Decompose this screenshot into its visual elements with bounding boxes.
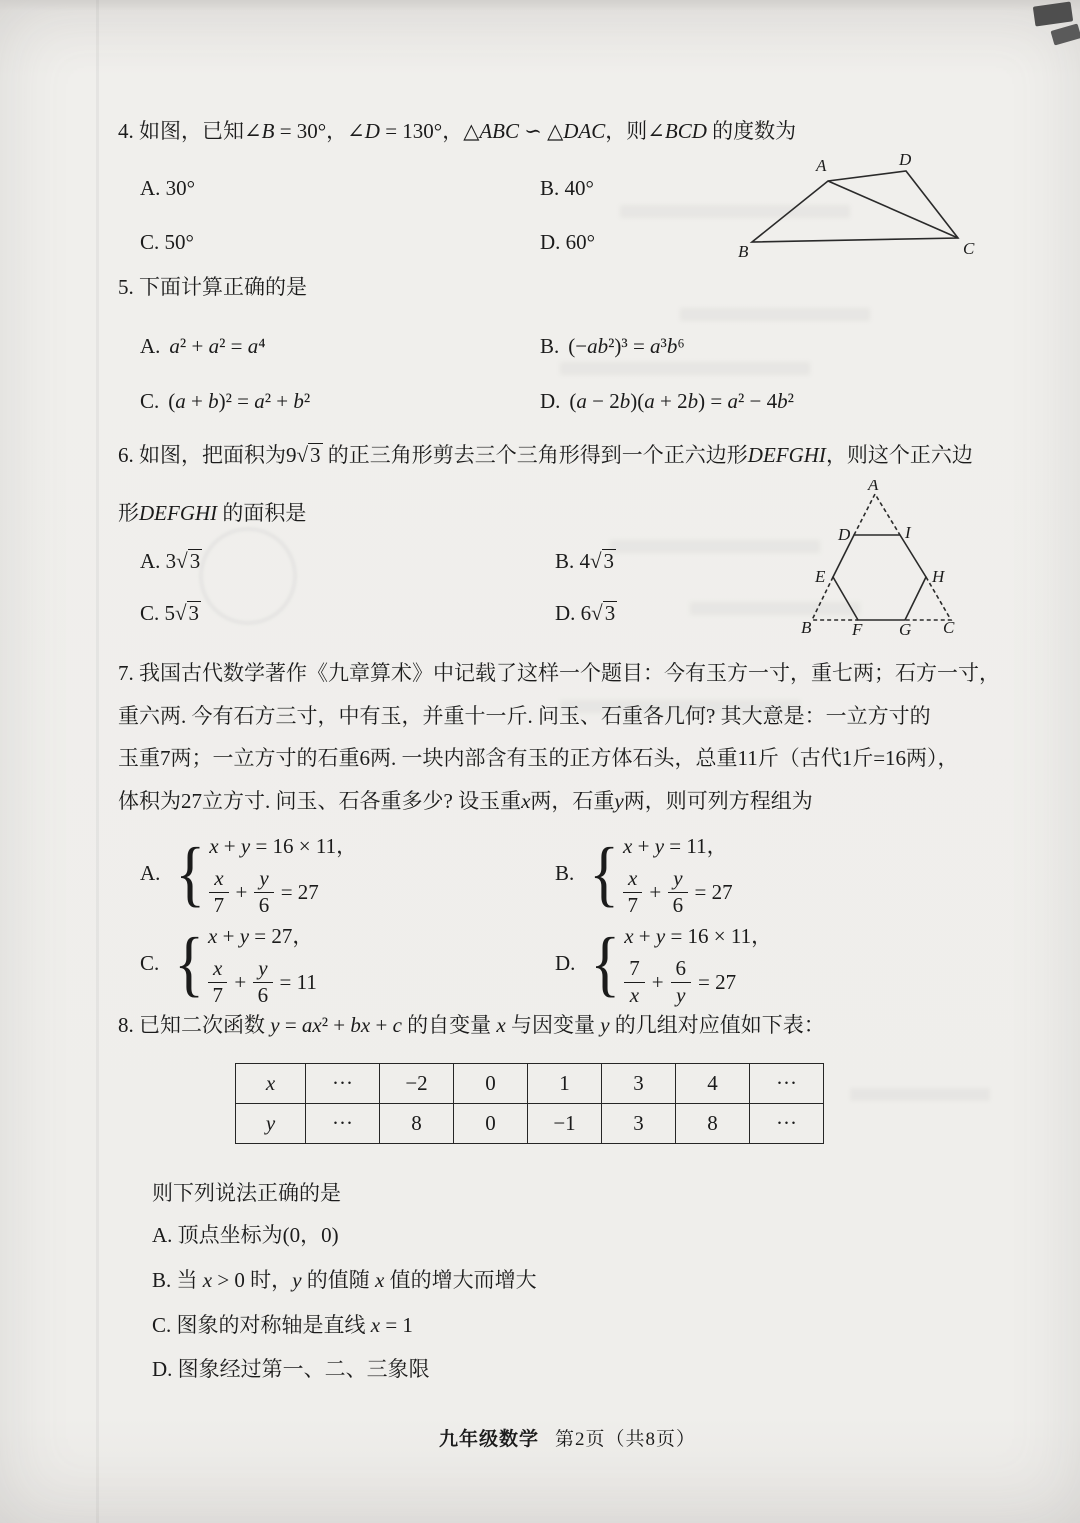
- table-cell: 0: [454, 1104, 528, 1144]
- table-cell: ···: [306, 1064, 380, 1104]
- plus-sign: +: [649, 879, 662, 904]
- q6-fig-label-c: C: [943, 618, 955, 637]
- table-cell: 3: [602, 1104, 676, 1144]
- table-cell: 8: [380, 1104, 454, 1144]
- q6-fig-label-d: D: [838, 525, 851, 544]
- faint-stamp-circle: [200, 528, 296, 624]
- bleed-through-smudge: [680, 308, 870, 321]
- q6-fig-label-f: F: [852, 620, 863, 639]
- q5-stem: 5. 下面计算正确的是: [118, 275, 307, 299]
- q4-option-d: D. 60°: [540, 230, 596, 254]
- q7-stem-line3: 玉重7两；一立方寸的石重6两. 一块内部含有玉的正方体石头，总重11斤（古代1斤=16两），: [118, 746, 959, 770]
- equation-rhs: = 11: [279, 969, 317, 994]
- system-brace: {: [175, 833, 206, 914]
- equation-rhs: = 27: [698, 969, 737, 994]
- q6-fig-label-e: E: [815, 567, 826, 586]
- q8-option-b: B. 当 x > 0 时，y 的值随 x 值的增大而增大: [152, 1268, 537, 1292]
- q7-option-c: [140, 920, 317, 1007]
- fraction: $\frac{y}{6}$: [668, 867, 687, 917]
- page-footer: [0, 1424, 1080, 1451]
- q7-option-b: [555, 830, 733, 917]
- table-cell: −1: [528, 1104, 602, 1144]
- table-cell: −2: [380, 1064, 454, 1104]
- q8-followup: 则下列说法正确的是: [152, 1181, 341, 1205]
- equation-2: [623, 867, 733, 917]
- table-cell: 3: [602, 1064, 676, 1104]
- q8-stem: 8. 已知二次函数 y = ax² + bx + c 的自变量 x 与因变量 y 的几组对应值如下表：: [118, 1013, 825, 1037]
- option-label: B.: [540, 334, 560, 358]
- q4-stem: 4. 如图，已知∠B = 30°，∠D = 130°，△ABC ∽ △DAC，则∠BCD 的度数为: [118, 119, 797, 143]
- equation-1: x + y = 11，: [623, 834, 728, 858]
- equation-1: x + y = 16 × 11，: [209, 834, 358, 858]
- q8-option-a: A. 顶点坐标为(0，0): [152, 1223, 339, 1247]
- q7-stem: [118, 652, 1023, 822]
- footer-page-number: 第2页（共8页）: [555, 1429, 697, 1450]
- system-brace: {: [589, 833, 620, 914]
- question-4: [118, 118, 1023, 254]
- q6-fig-label-i: I: [905, 523, 911, 542]
- equation-1: x + y = 16 × 11，: [624, 924, 773, 948]
- paper-fold-line: [96, 0, 99, 1523]
- fraction: $\frac{x}{7}$: [208, 957, 227, 1007]
- fraction: $\frac{x}{7}$: [623, 867, 642, 917]
- scan-edge-strip: [0, 0, 1080, 11]
- option-label: D.: [540, 389, 561, 413]
- table-cell: ···: [750, 1104, 824, 1144]
- q6-option-c: C. 5√3: [140, 601, 200, 625]
- q7-option-d: [555, 920, 772, 1007]
- q5-option-d: [540, 389, 794, 414]
- equation-2: [208, 957, 317, 1007]
- table-cell: 8: [676, 1104, 750, 1144]
- q7-stem-line1: 7. 我国古代数学著作《九章算术》中记载了这样一个题目：今有玉方一寸，重七两；石方一寸，: [118, 661, 1000, 685]
- q6-option-d: D. 6√3: [555, 601, 616, 625]
- table-cell: 1: [528, 1064, 602, 1104]
- q6-fig-label-g: G: [899, 620, 912, 639]
- bleed-through-smudge: [610, 540, 820, 553]
- option-label: C.: [140, 389, 160, 413]
- plus-sign: +: [234, 969, 247, 994]
- q6-fig-label-h: H: [932, 567, 945, 586]
- equation-2: [209, 867, 357, 917]
- table-cell: ···: [750, 1064, 824, 1104]
- fraction: $\frac{x}{7}$: [209, 867, 228, 917]
- question-5: [118, 274, 1023, 413]
- option-label: A.: [140, 334, 161, 358]
- fraction: $\frac{y}{6}$: [253, 957, 272, 1007]
- footer-subject: 九年级数学: [438, 1429, 539, 1450]
- table-cell: 0: [454, 1064, 528, 1104]
- q4-option-a: A. 30°: [140, 176, 196, 200]
- q6-option-a: A. 3√3: [140, 549, 201, 573]
- option-formula: (a + b)² = a² + b²: [168, 389, 311, 413]
- plus-sign: +: [651, 969, 664, 994]
- fraction: $\frac{y}{6}$: [254, 867, 273, 917]
- q6-fig-label-b: B: [801, 618, 812, 637]
- scan-artifact-mark: [1033, 1, 1073, 26]
- question-8: [118, 1012, 1023, 1381]
- fraction: $\frac{7}{x}$: [624, 957, 645, 1007]
- table-cell: ···: [306, 1104, 380, 1144]
- system-brace: {: [590, 923, 621, 1004]
- q7-stem-line2: 重六两. 今有石方三寸，中有玉，并重十一斤. 问玉、石重各几何? 其大意是：一立方寸的: [118, 703, 931, 728]
- q8-option-c: C. 图象的对称轴是直线 x = 1: [152, 1313, 413, 1337]
- table-cell: y: [236, 1104, 306, 1144]
- equation-rhs: = 27: [280, 879, 319, 904]
- equation-1: x + y = 27，: [208, 924, 314, 948]
- q7-stem-line4: 体积为27立方寸. 问玉、石各重多少? 设玉重x两，石重y两，则可列方程组为: [118, 788, 813, 813]
- option-label: B.: [555, 861, 575, 886]
- option-label: A.: [140, 861, 161, 886]
- option-formula: (−ab²)³ = a³b⁶: [568, 334, 685, 358]
- table-cell: x: [236, 1064, 306, 1104]
- q6-stem-line2: 形DEFGHI 的面积是: [118, 501, 307, 525]
- q5-option-c: [140, 389, 310, 414]
- q4-option-c: C. 50°: [140, 230, 194, 254]
- q6-hexagon-figure: [798, 480, 978, 640]
- q6-fig-label-a: A: [868, 480, 879, 494]
- system-brace: {: [174, 923, 205, 1004]
- equation-2: [624, 957, 772, 1007]
- option-formula: (a − 2b)(a + 2b) = a² − 4b²: [569, 389, 794, 413]
- table-row-y: [236, 1104, 824, 1144]
- scan-artifact-mark: [1050, 23, 1080, 45]
- q4-fig-label-d: D: [899, 154, 912, 169]
- q4-triangle-figure: [736, 154, 981, 266]
- fraction: $\frac{6}{y}$: [671, 957, 692, 1007]
- q7-option-a: [140, 830, 357, 917]
- question-6: [118, 442, 1023, 625]
- table-cell: 4: [676, 1064, 750, 1104]
- q6-stem-line1: 6. 如图，把面积为9√3 的正三角形剪去三个三角形得到一个正六边形DEFGHI，则这个正六边: [118, 443, 973, 467]
- option-label: D.: [555, 951, 576, 976]
- q4-option-b: B. 40°: [540, 176, 594, 200]
- bleed-through-smudge: [850, 1088, 990, 1101]
- option-label: C.: [140, 951, 160, 976]
- q5-option-b: [540, 334, 685, 359]
- table-row-x: [236, 1064, 824, 1104]
- q6-option-b: B. 4√3: [555, 549, 615, 573]
- q8-value-table: [235, 1063, 824, 1144]
- q4-fig-label-b: B: [738, 242, 749, 261]
- option-formula: a² + a² = a⁴: [169, 334, 266, 358]
- question-7: [118, 652, 1023, 1007]
- bleed-through-smudge: [560, 362, 810, 375]
- q4-fig-label-a: A: [816, 156, 827, 175]
- q8-option-d: D. 图象经过第一、二、三象限: [152, 1357, 430, 1381]
- q5-option-a: [140, 334, 266, 359]
- plus-sign: +: [235, 879, 248, 904]
- equation-rhs: = 27: [694, 879, 733, 904]
- q4-fig-label-c: C: [963, 239, 975, 258]
